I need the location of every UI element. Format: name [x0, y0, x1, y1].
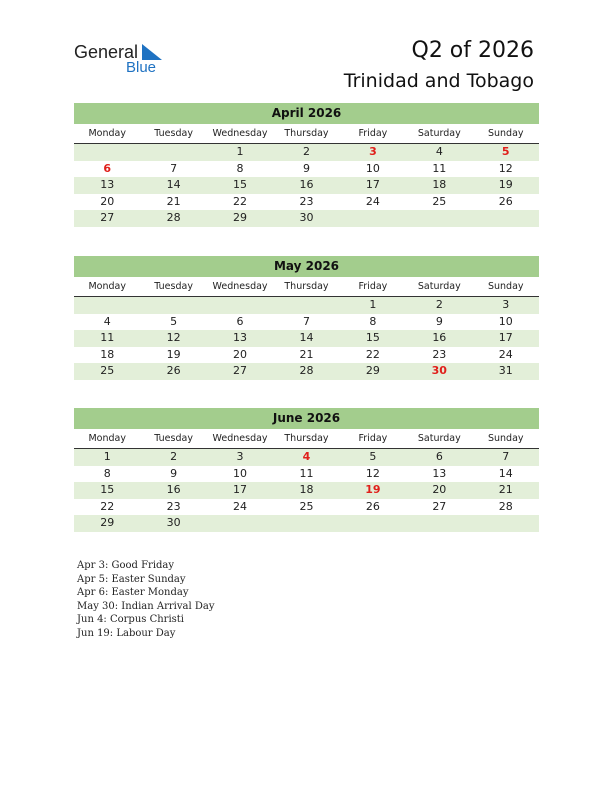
holiday-note: Apr 5: Easter Sunday [77, 573, 186, 585]
day-cell: 21 [498, 483, 513, 497]
day-cell: 8 [236, 161, 244, 175]
weekday-header-row [74, 278, 539, 297]
day-cell: 29 [233, 211, 248, 225]
weekday-label: Tuesday [154, 128, 193, 139]
day-cell: 1 [369, 298, 377, 311]
day-cell: 23 [166, 499, 181, 513]
day-cell: 10 [233, 466, 248, 480]
day-cell: 2 [302, 145, 310, 158]
day-cell: 30 [166, 516, 181, 530]
holiday-note: Jun 4: Corpus Christi [77, 614, 185, 625]
month-block [74, 408, 539, 532]
day-cell [473, 210, 539, 227]
day-cell [340, 210, 406, 227]
day-cell: 7 [170, 161, 178, 175]
week-row [74, 144, 539, 161]
day-cell: 7 [302, 314, 310, 328]
week-row [74, 330, 539, 347]
day-cell: 25 [299, 499, 314, 513]
day-cell: 20 [233, 347, 248, 361]
day-cell: 18 [100, 347, 115, 361]
day-cell: 14 [166, 178, 181, 192]
day-cell: 6 [435, 450, 443, 463]
weekday-label: Saturday [417, 128, 461, 139]
day-cell: 24 [233, 499, 248, 513]
week-row [74, 466, 539, 483]
day-cell [473, 515, 539, 532]
day-cell: 8 [369, 314, 377, 328]
week-row [74, 482, 539, 499]
day-cell: 19 [166, 347, 181, 361]
day-cell: 15 [100, 483, 115, 497]
day-cell: 16 [432, 331, 447, 345]
day-cell: 24 [498, 347, 513, 361]
day-cell [207, 297, 273, 314]
weekday-label: Sunday [487, 128, 524, 139]
holiday-note: Apr 6: Easter Monday [77, 587, 189, 598]
logo-triangle-icon [142, 44, 162, 60]
holiday-day-cell: 6 [103, 161, 112, 175]
day-cell: 26 [365, 499, 380, 513]
month-block [74, 256, 539, 380]
day-cell: 26 [498, 194, 513, 208]
day-cell: 29 [100, 516, 115, 530]
logo-blue-text: Blue [126, 59, 157, 76]
day-cell: 12 [498, 161, 513, 175]
day-cell: 19 [498, 178, 513, 192]
day-cell: 1 [103, 450, 111, 463]
holiday-day-cell: 19 [365, 483, 381, 497]
holiday-day-cell: 5 [501, 145, 510, 158]
weekday-label: Wednesday [212, 281, 268, 292]
day-cell: 23 [299, 194, 314, 208]
day-cell: 18 [432, 178, 447, 192]
weekday-label: Thursday [284, 433, 329, 444]
weekday-label: Sunday [487, 281, 524, 292]
week-row [74, 515, 539, 532]
weekday-label: Tuesday [154, 281, 193, 292]
day-cell: 13 [100, 178, 115, 192]
day-cell: 4 [103, 314, 111, 328]
day-cell: 22 [365, 347, 380, 361]
day-cell: 28 [299, 364, 314, 378]
day-cell: 30 [299, 211, 314, 225]
weekday-label: Saturday [417, 281, 461, 292]
week-row [74, 499, 539, 516]
day-cell: 26 [166, 364, 181, 378]
day-cell: 14 [299, 331, 314, 345]
holiday-note: Apr 3: Good Friday [77, 560, 175, 571]
week-row [74, 161, 539, 178]
day-cell: 20 [100, 194, 115, 208]
day-cell: 10 [365, 161, 380, 175]
day-cell: 16 [299, 178, 314, 192]
day-cell: 17 [498, 331, 513, 345]
weekday-label: Thursday [284, 128, 329, 139]
day-cell: 21 [166, 194, 181, 208]
day-cell: 23 [432, 347, 447, 361]
month-block [74, 103, 539, 227]
week-row [74, 177, 539, 194]
day-cell: 5 [170, 314, 178, 328]
holiday-day-cell: 4 [302, 450, 311, 463]
day-cell: 27 [432, 499, 447, 513]
day-cell: 28 [498, 499, 513, 513]
day-cell [140, 144, 206, 161]
day-cell: 11 [100, 331, 115, 345]
week-row [74, 363, 539, 380]
day-cell: 18 [299, 483, 314, 497]
weekday-label: Friday [358, 281, 388, 292]
day-cell: 11 [299, 466, 314, 480]
day-cell: 12 [365, 466, 380, 480]
day-cell: 2 [435, 298, 443, 311]
day-cell: 8 [103, 466, 111, 480]
day-cell [207, 515, 273, 532]
weekday-label: Friday [358, 433, 388, 444]
day-cell: 21 [299, 347, 314, 361]
day-cell: 12 [166, 331, 181, 345]
holiday-day-cell: 30 [431, 364, 447, 378]
weekday-label: Friday [358, 128, 388, 139]
weekday-label: Sunday [487, 433, 524, 444]
day-cell: 15 [365, 331, 380, 345]
weekday-label: Monday [88, 433, 126, 444]
day-cell: 28 [166, 211, 181, 225]
day-cell: 11 [432, 161, 447, 175]
week-row [74, 314, 539, 331]
weekday-header-row [74, 125, 539, 144]
week-row [74, 194, 539, 211]
holiday-notes [77, 559, 214, 640]
day-cell: 20 [432, 483, 447, 497]
day-cell: 15 [233, 178, 248, 192]
day-cell [340, 515, 406, 532]
day-cell [273, 297, 339, 314]
logo-general-text: General [74, 42, 139, 62]
day-cell: 9 [435, 314, 443, 328]
month-header: June 2026 [74, 408, 539, 429]
day-cell [74, 297, 140, 314]
page-subtitle: Trinidad and Tobago [343, 70, 534, 92]
week-row [74, 297, 539, 314]
day-cell: 17 [233, 483, 248, 497]
day-cell: 2 [170, 450, 178, 463]
day-cell: 9 [170, 466, 178, 480]
day-cell [273, 515, 339, 532]
holiday-day-cell: 3 [369, 145, 377, 158]
day-cell: 31 [498, 364, 513, 378]
week-row [74, 347, 539, 364]
day-cell: 16 [166, 483, 181, 497]
day-cell: 6 [236, 314, 244, 328]
day-cell: 1 [236, 145, 244, 158]
day-cell: 13 [233, 331, 248, 345]
day-cell: 22 [100, 499, 115, 513]
day-cell: 5 [369, 450, 377, 463]
weekday-label: Saturday [417, 433, 461, 444]
day-cell [406, 515, 472, 532]
month-header: April 2026 [74, 103, 539, 124]
holiday-note: May 30: Indian Arrival Day [77, 600, 215, 612]
weekday-label: Wednesday [212, 128, 268, 139]
day-cell [140, 297, 206, 314]
day-cell: 13 [432, 466, 447, 480]
day-cell: 29 [365, 364, 380, 378]
page-title: Q2 of 2026 [411, 38, 534, 63]
weekday-label: Monday [88, 128, 126, 139]
day-cell: 24 [365, 194, 380, 208]
weekday-label: Tuesday [154, 433, 193, 444]
day-cell: 25 [432, 194, 447, 208]
week-row [74, 449, 539, 466]
day-cell: 3 [236, 450, 244, 463]
day-cell: 22 [233, 194, 248, 208]
day-cell: 10 [498, 314, 513, 328]
weekday-header-row [74, 430, 539, 449]
day-cell [406, 210, 472, 227]
day-cell: 14 [498, 466, 513, 480]
day-cell: 17 [365, 178, 380, 192]
day-cell: 25 [100, 364, 115, 378]
holiday-note: Jun 19: Labour Day [77, 627, 176, 639]
month-header: May 2026 [74, 256, 539, 277]
logo [74, 42, 174, 78]
day-cell: 4 [435, 145, 443, 158]
week-row [74, 210, 539, 227]
day-cell [74, 144, 140, 161]
day-cell: 3 [502, 298, 510, 311]
day-cell: 7 [502, 450, 510, 463]
day-cell: 27 [100, 211, 115, 225]
day-cell: 27 [233, 364, 248, 378]
day-cell: 9 [302, 161, 310, 175]
weekday-label: Monday [88, 281, 126, 292]
weekday-label: Wednesday [212, 433, 268, 444]
weekday-label: Thursday [284, 281, 329, 292]
